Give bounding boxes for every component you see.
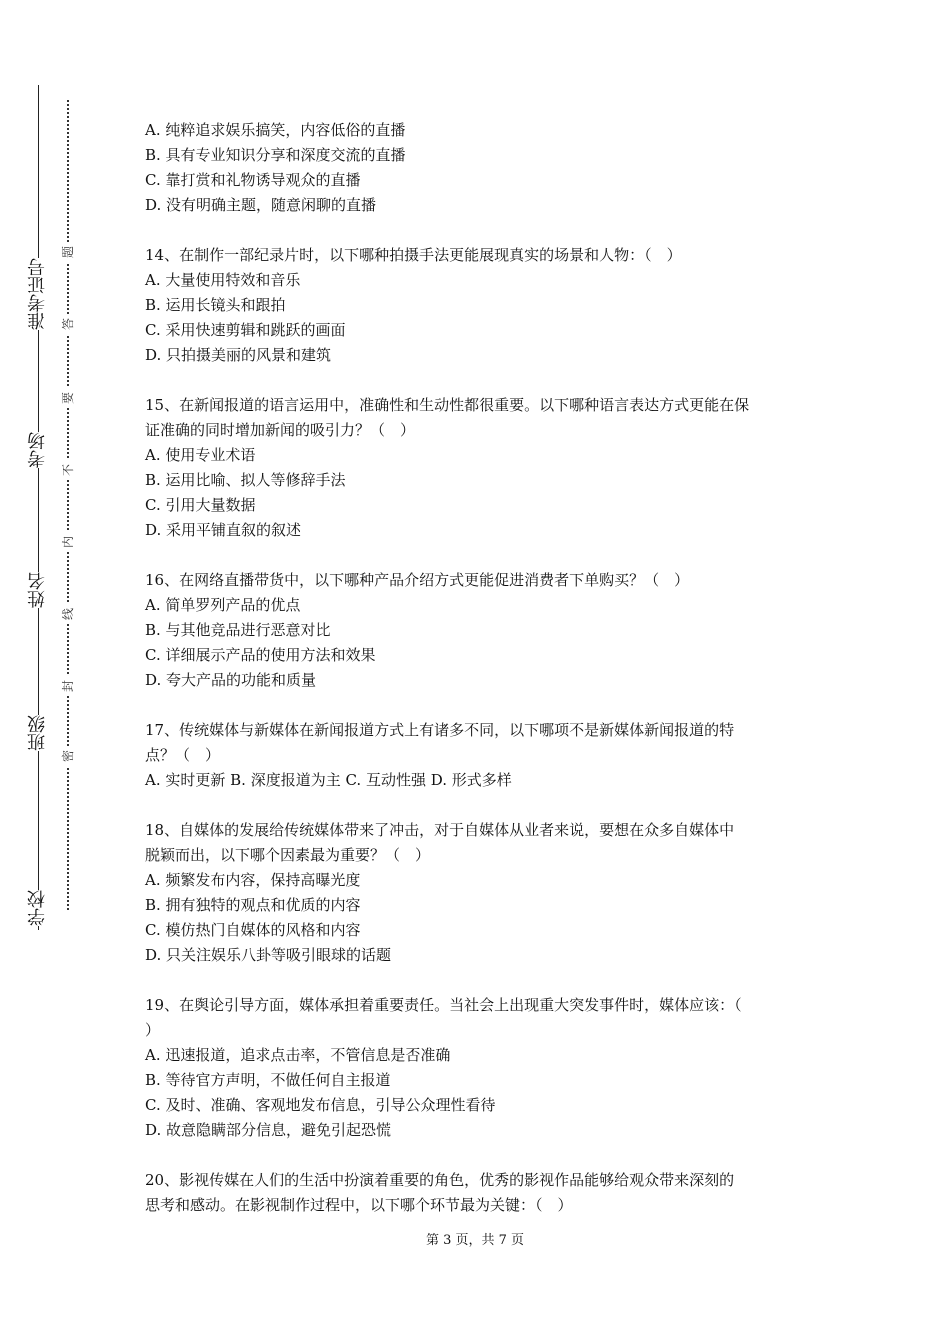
option-d: D. 只拍摄美丽的风景和建筑: [145, 346, 332, 364]
option-c: C. 引用大量数据: [145, 496, 256, 514]
seal-char: 不: [60, 460, 76, 480]
option-b: B. 等待官方声明，不做任何自主报道: [145, 1071, 391, 1089]
seal-char: 题: [60, 242, 76, 262]
options-inline: A. 实时更新 B. 深度报道为主 C. 互动性强 D. 形式多样: [145, 771, 512, 789]
binding-solid-line: [38, 85, 39, 930]
seal-char: 内: [60, 532, 76, 552]
question-13-options-continued: [145, 118, 815, 218]
question-content: [145, 118, 815, 1243]
option-a: A. 大量使用特效和音乐: [145, 271, 301, 289]
option-d: D. 采用平铺直叙的叙述: [145, 521, 302, 539]
option-a: A. 简单罗列产品的优点: [145, 596, 301, 614]
field-school: 学校: [24, 890, 52, 926]
question-stem: 17、传统媒体与新媒体在新闻报道方式上有诸多不同，以下哪项不是新媒体新闻报道的特: [145, 721, 735, 739]
option-c: C. 模仿热门自媒体的风格和内容: [145, 921, 361, 939]
question-stem: 16、在网络直播带货中，以下哪种产品介绍方式更能促进消费者下单购买？（ ）: [145, 571, 690, 589]
option-d: D. 只关注娱乐八卦等吸引眼球的话题: [145, 946, 392, 964]
option-b: B. 与其他竞品进行恶意对比: [145, 621, 331, 639]
option-b: B. 拥有独特的观点和优质的内容: [145, 896, 361, 914]
option-d: D. 没有明确主题，随意闲聊的直播: [145, 196, 377, 214]
option-a: A. 使用专业术语: [145, 446, 256, 464]
question-20: [145, 1168, 815, 1218]
seal-char: 封: [60, 676, 76, 696]
option-d: D. 夸大产品的功能和质量: [145, 671, 317, 689]
question-stem: 20、影视传媒在人们的生活中扮演着重要的角色，优秀的影视作品能够给观众带来深刻的: [145, 1171, 735, 1189]
field-exam-room: 考场: [24, 432, 52, 468]
option-a: A. 频繁发布内容，保持高曝光度: [145, 871, 361, 889]
option-a: A. 纯粹追求娱乐搞笑，内容低俗的直播: [145, 121, 406, 139]
question-17: [145, 718, 815, 793]
seal-dotted-line: [67, 100, 69, 910]
seal-char: 要: [60, 388, 76, 408]
field-class: 班级: [24, 715, 52, 751]
question-stem-continued: 点？（ ）: [145, 746, 221, 764]
option-b: B. 运用长镜头和跟拍: [145, 296, 286, 314]
option-d: D. 故意隐瞒部分信息，避免引起恐慌: [145, 1121, 392, 1139]
page-number: 第 3 页，共 7 页: [425, 1233, 525, 1248]
binding-margin: [0, 0, 110, 1344]
field-name: 姓名: [24, 572, 52, 608]
question-stem: 15、在新闻报道的语言运用中，准确性和生动性都很重要。以下哪种语言表达方式更能在保: [145, 396, 750, 414]
option-c: C. 详细展示产品的使用方法和效果: [145, 646, 376, 664]
question-16: [145, 568, 815, 693]
question-stem: 14、在制作一部纪录片时，以下哪种拍摄手法更能展现真实的场景和人物：（ ）: [145, 246, 682, 264]
field-admission-number: 准考证号: [24, 258, 52, 330]
option-a: A. 迅速报道，追求点击率，不管信息是否准确: [145, 1046, 451, 1064]
option-c: C. 及时、准确、客观地发布信息，引导公众理性看待: [145, 1096, 496, 1114]
question-19: [145, 993, 815, 1143]
option-c: C. 采用快速剪辑和跳跃的画面: [145, 321, 346, 339]
question-14: [145, 243, 815, 368]
seal-char: 答: [60, 314, 76, 334]
question-18: [145, 818, 815, 968]
question-15: [145, 393, 815, 543]
question-stem-continued: 证准确的同时增加新闻的吸引力？（ ）: [145, 421, 416, 439]
option-b: B. 具有专业知识分享和深度交流的直播: [145, 146, 406, 164]
question-stem-continued: 思考和感动。在影视制作过程中，以下哪个环节最为关键：（ ）: [145, 1196, 573, 1214]
option-c: C. 靠打赏和礼物诱导观众的直播: [145, 171, 361, 189]
seal-char: 密: [60, 746, 76, 766]
option-b: B. 运用比喻、拟人等修辞手法: [145, 471, 346, 489]
seal-char: 线: [60, 604, 76, 624]
question-stem: 18、自媒体的发展给传统媒体带来了冲击，对于自媒体从业者来说，要想在众多自媒体中: [145, 821, 735, 839]
question-stem: 19、在舆论引导方面，媒体承担着重要责任。当社会上出现重大突发事件时，媒体应该：（: [145, 996, 742, 1014]
question-stem-continued: 脱颖而出，以下哪个因素最为重要？（ ）: [145, 846, 431, 864]
question-stem-continued: ）: [145, 1021, 161, 1039]
